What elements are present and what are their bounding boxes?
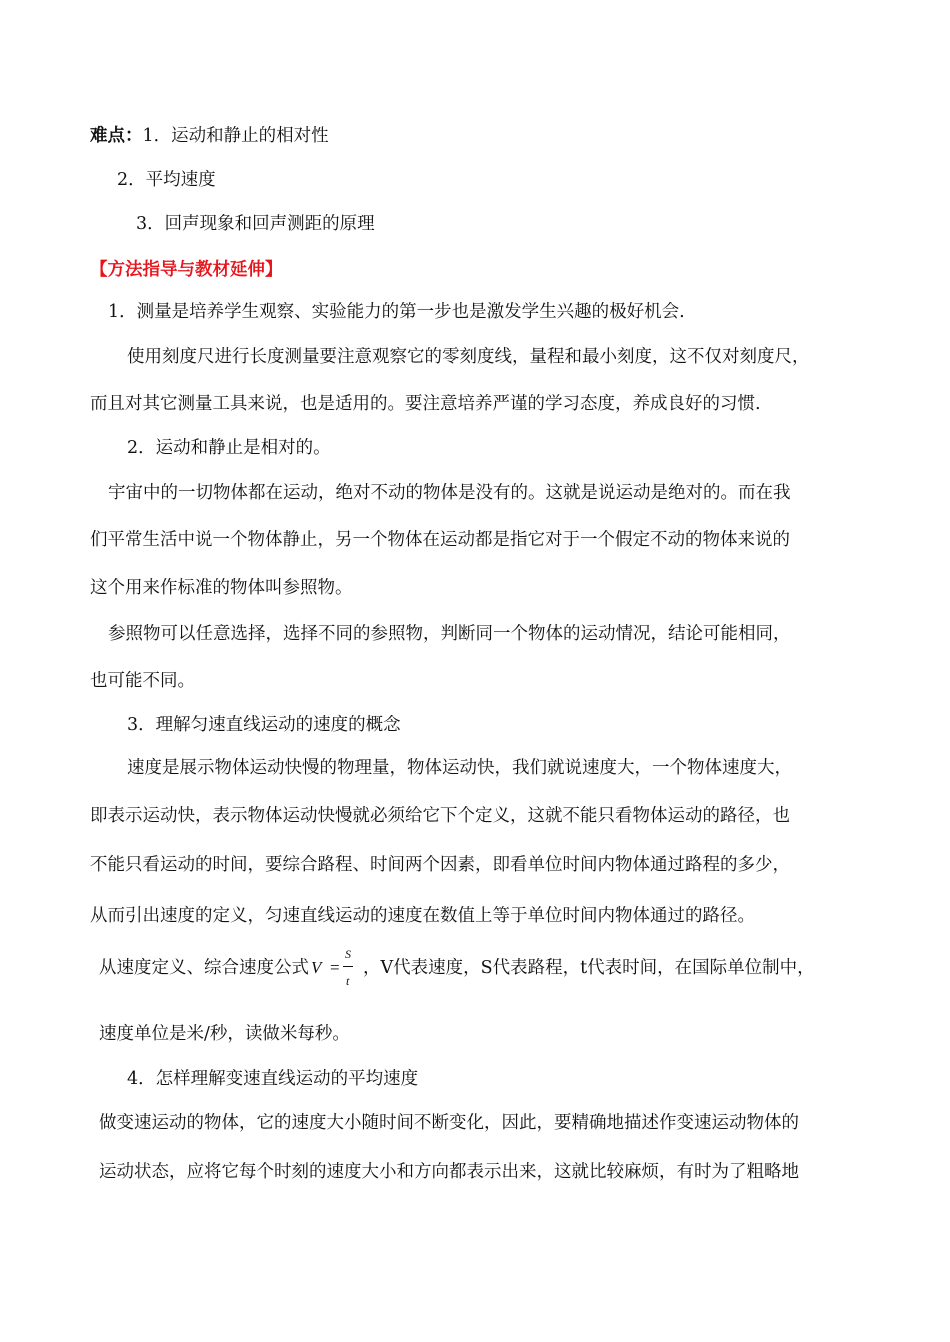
formula-numerator: S xyxy=(345,947,351,961)
formula-fraction-bar xyxy=(343,966,353,967)
formula-denominator: t xyxy=(346,974,350,988)
section-3-formula-line xyxy=(99,947,815,988)
formula-trail-text: ，V代表速度，S代表路程，t代表时间，在国际单位制中， xyxy=(363,958,815,978)
section-1-paragraph: 使用刻度尺进行长度测量要注意观察它的零刻度线，量程和最小刻度，这不仅对刻度尺， xyxy=(127,347,810,367)
difficulty-item-1: 1．运动和静止的相对性 xyxy=(142,126,329,146)
section-2-paragraph: 这个用来作标准的物体叫参照物。 xyxy=(90,578,353,598)
section-2-paragraph: 也可能不同。 xyxy=(90,671,195,691)
section-2-paragraph: 宇宙中的一切物体都在运动，绝对不动的物体是没有的。这就是说运动是绝对的。而在我 xyxy=(108,483,791,503)
section-3-paragraph: 不能只看运动的时间，要综合路程、时间两个因素，即看单位时间内物体通过路程的多少， xyxy=(90,855,790,875)
difficulty-item-3: 3．回声现象和回声测距的原理 xyxy=(136,214,375,234)
section-1-title: 1．测量是培养学生观察、实验能力的第一步也是激发学生兴趣的极好机会. xyxy=(108,302,685,322)
formula-v: V xyxy=(311,958,322,977)
speed-formula xyxy=(309,947,363,988)
section-3-paragraph: 速度单位是米/秒，读做米每秒。 xyxy=(99,1024,350,1044)
difficulty-line-1 xyxy=(90,124,329,148)
section-3-paragraph: 即表示运动快，表示物体运动快慢就必须给它下个定义，这就不能只看物体运动的路径，也 xyxy=(90,806,790,826)
section-2-paragraph: 参照物可以任意选择，选择不同的参照物，判断同一个物体的运动情况，结论可能相同， xyxy=(108,624,791,644)
section-2-title: 2．运动和静止是相对的。 xyxy=(127,438,331,458)
difficulty-item-2: 2．平均速度 xyxy=(117,170,216,190)
formula-lead-text: 从速度定义、综合速度公式 xyxy=(99,958,309,978)
section-4-title: 4．怎样理解变速直线运动的平均速度 xyxy=(127,1069,419,1089)
section-1-paragraph: 而且对其它测量工具来说，也是适用的。要注意培养严谨的学习态度，养成良好的习惯. xyxy=(90,394,761,414)
section-4-paragraph: 运动状态，应将它每个时刻的速度大小和方向都表示出来，这就比较麻烦，有时为了粗略地 xyxy=(99,1162,799,1182)
section-2-paragraph: 们平常生活中说一个物体静止，另一个物体在运动都是指它对于一个假定不动的物体来说的 xyxy=(90,530,790,550)
section-3-paragraph: 速度是展示物体运动快慢的物理量，物体运动快，我们就说速度大，一个物体速度大， xyxy=(127,758,792,778)
method-heading: 【方法指导与教材延伸】 xyxy=(90,260,283,280)
formula-equals: = xyxy=(330,958,340,977)
difficulty-label: 难点： xyxy=(90,126,143,146)
section-3-paragraph: 从而引出速度的定义，匀速直线运动的速度在数值上等于单位时间内物体通过的路径。 xyxy=(90,906,755,926)
section-3-title: 3．理解匀速直线运动的速度的概念 xyxy=(127,715,401,735)
section-4-paragraph: 做变速运动的物体，它的速度大小随时间不断变化，因此，要精确地描述作变速运动物体的 xyxy=(99,1113,799,1133)
